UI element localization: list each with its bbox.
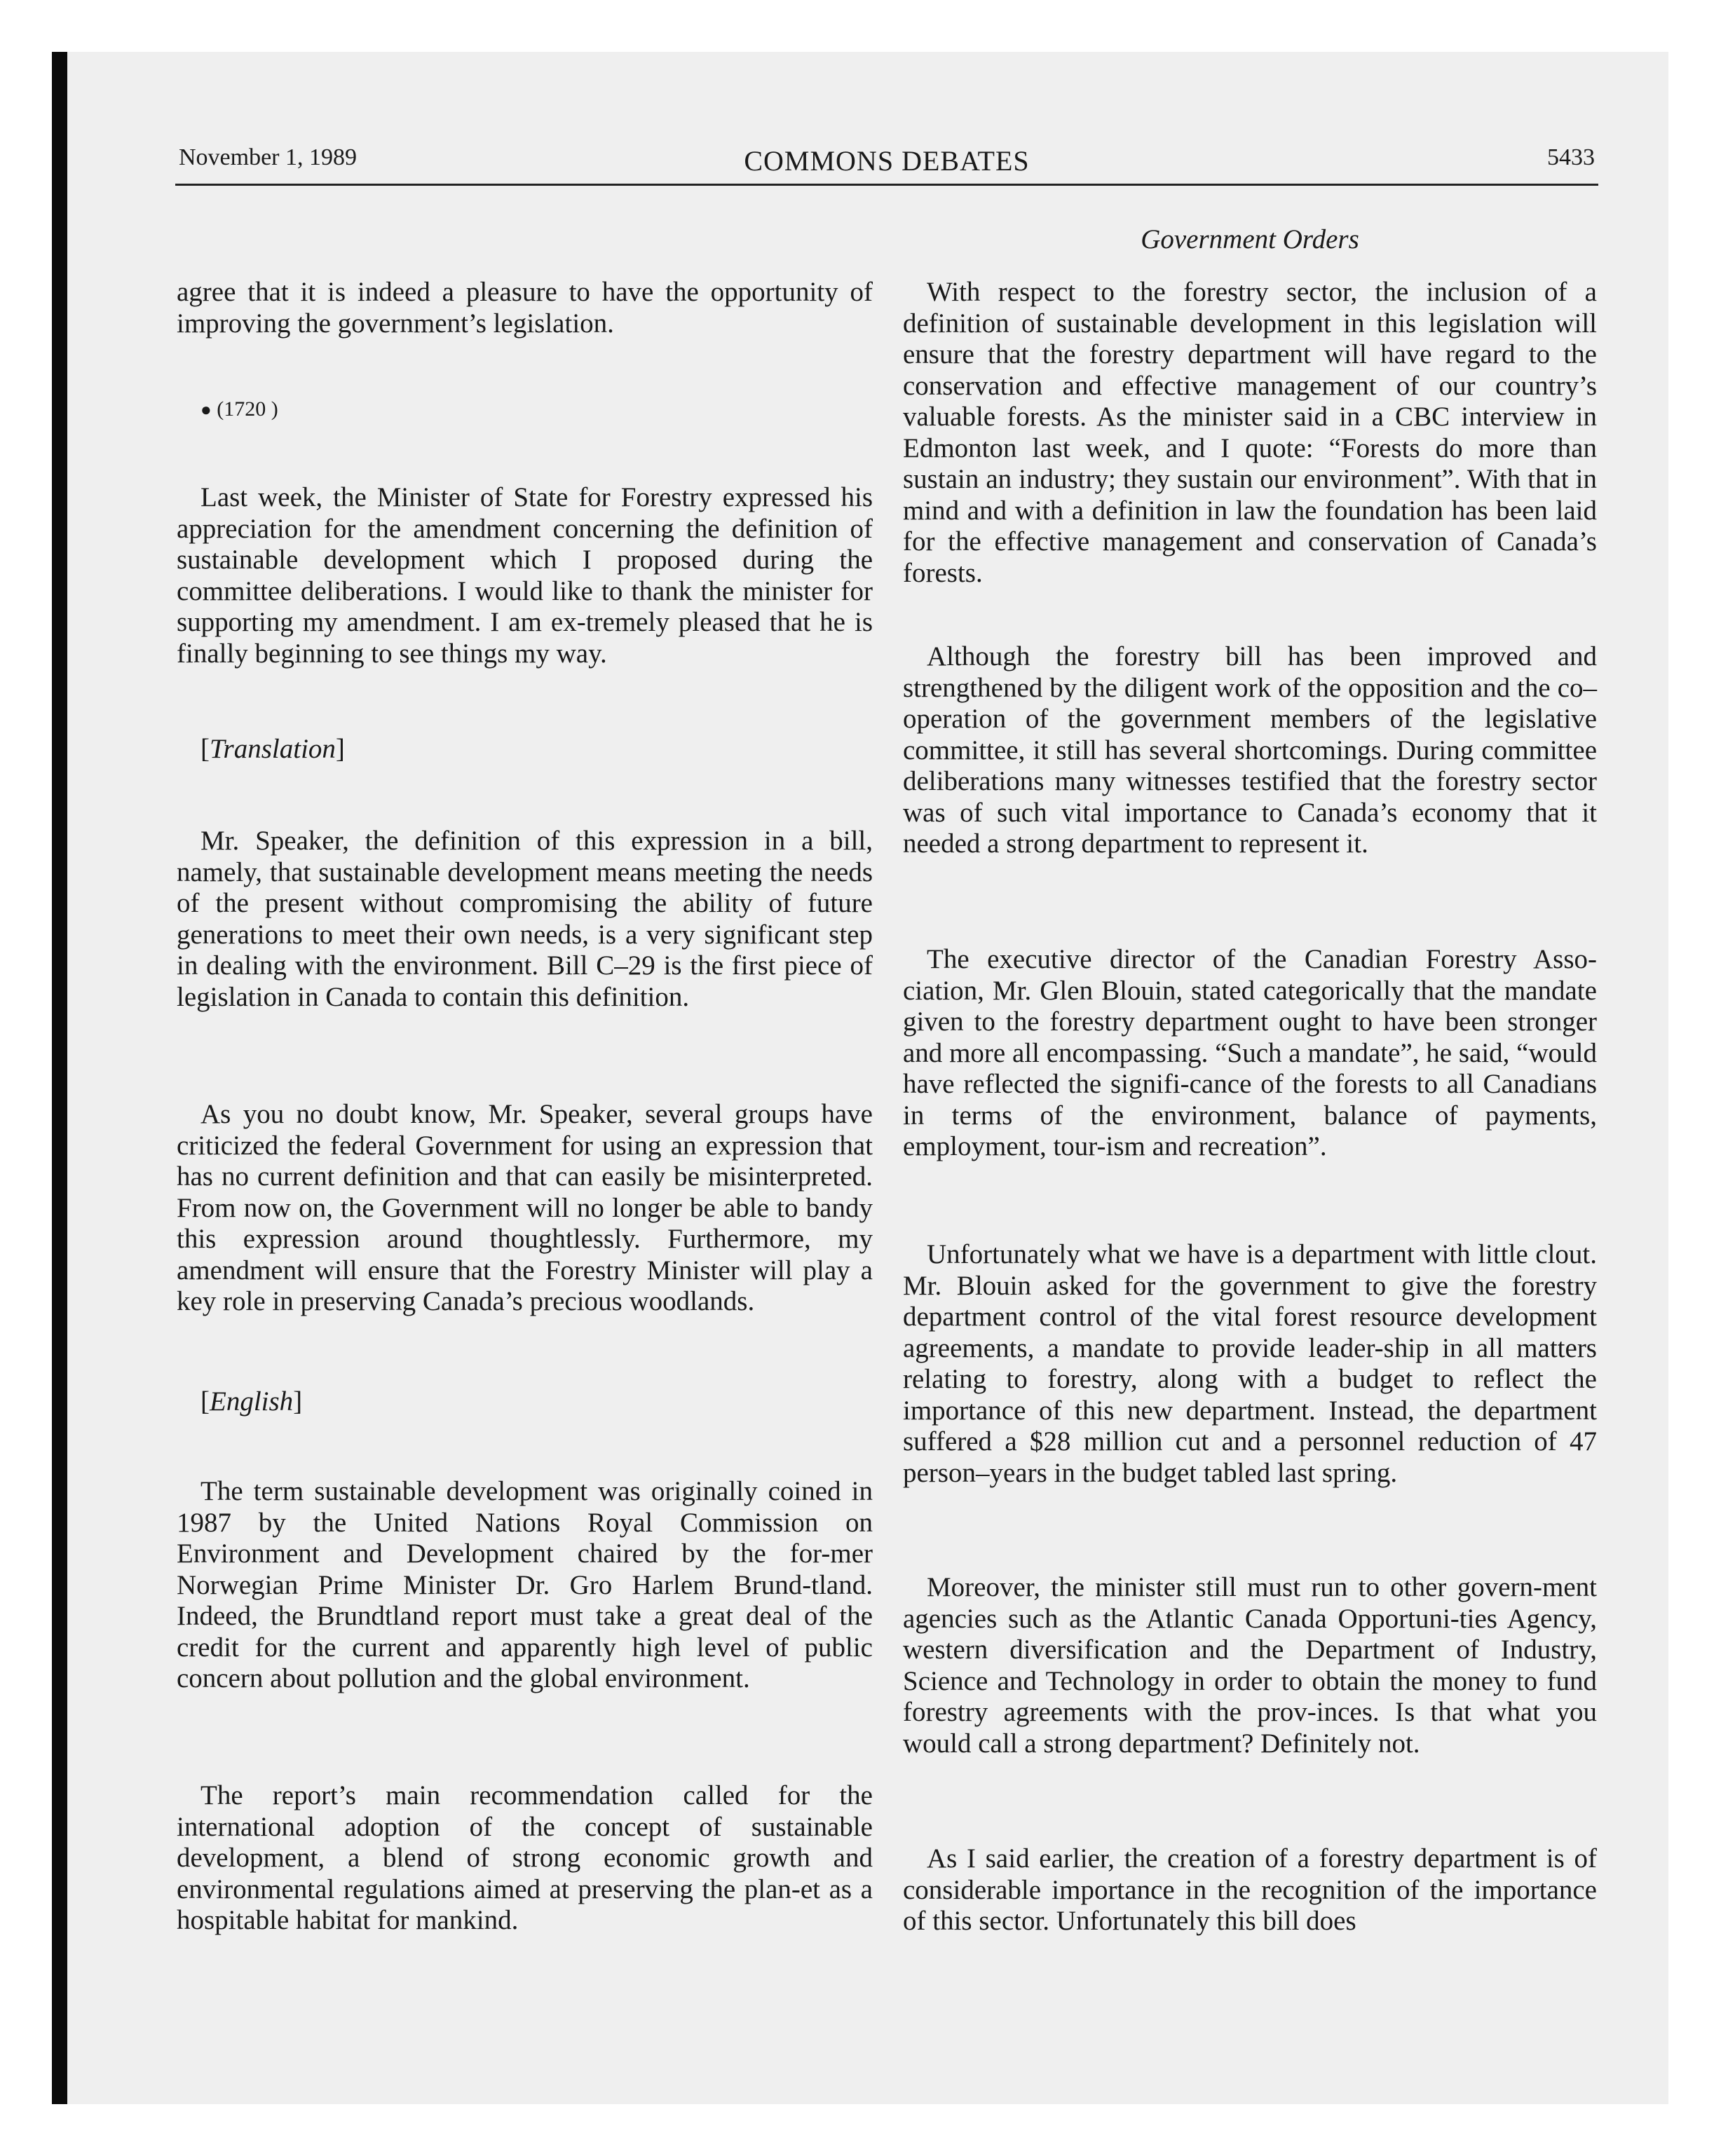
header-page-number: 5433: [1547, 144, 1595, 170]
timestamp: [177, 394, 873, 426]
paragraph: As you no doubt know, Mr. Speaker, several groups have criticized the federal Government for using an expression that has no current definition and that can easily be misinterpreted. From now on, the Government will no longer be able to bandy this expression around thoughtlessly. Furthermore, my amendment will ensure that the Forestry Minister will play a key role in preserving Canada’s precious woodlands.: [177, 1099, 873, 1316]
paragraph: The executive director of the Canadian Forestry Asso-ciation, Mr. Glen Blouin, stated categorically that the mandate given to the forestry department ought to have been stronger and more all encompassing. “Such a mandate”, he said, “would have reflected the signifi-cance of the forests to all Canadians in terms of the environment, balance of payments, employment, tour-ism and recreation”.: [903, 944, 1597, 1161]
paragraph: Mr. Speaker, the definition of this expression in a bill, namely, that sustainable development means meeting the needs of the present without compromising the ability of future generations to meet their own needs, is a very significant step in dealing with the environment. Bill C–29 is the first piece of legislation in Canada to contain this definition.: [177, 826, 873, 1012]
paragraph: Unfortunately what we have is a department with little clout. Mr. Blouin asked for the government to give the forestry department control of the vital forest resource development agreements, a mandate to provide leader-ship in all matters relating to forestry, along with a budget to reflect the importance of this new department. Instead, the department suffered a $28 million cut and a personnel reduction of 47 person–years in the budget tabled last spring.: [903, 1239, 1597, 1488]
bullet-icon: ●: [200, 400, 212, 420]
timestamp-label: (1720 ): [217, 397, 278, 421]
paragraph: The report’s main recommendation called for the international adoption of the concept of sustainable development, a blend of strong economic growth and environmental regulations aimed at preserving the plan-et as a hospitable habitat for mankind.: [177, 1780, 873, 1935]
section-heading: Government Orders: [1141, 224, 1359, 254]
language-tag-label: English: [210, 1386, 294, 1417]
paragraph: agree that it is indeed a pleasure to have the opportunity of improving the government’s legislation.: [177, 277, 873, 339]
language-tag-label: Translation: [210, 734, 336, 764]
header-date: November 1, 1989: [179, 144, 358, 170]
page-header: [179, 140, 1595, 182]
language-tag-translation: [Translation]: [200, 734, 345, 764]
paragraph: As I said earlier, the creation of a forestry department is of considerable importance in the recognition of the importance of this sector. Unfortunately this bill does: [903, 1843, 1597, 1936]
scan-edge: [52, 52, 67, 2104]
header-title: COMMONS DEBATES: [744, 145, 1030, 177]
paragraph: Last week, the Minister of State for Forestry expressed his appreciation for the amendment concerning the definition of sustainable development which I proposed during the committee deliberations. I would like to thank the minister for supporting my amendment. I am ex-tremely pleased that he is finally beginning to see things my way.: [177, 482, 873, 669]
paragraph: Moreover, the minister still must run to other govern-ment agencies such as the Atlantic Canada Opportuni-ties Agency, western diversification and the Department of Industry, Science and Technology in order to obtain the money to fund forestry agreements with the prov-inces. Is that what you would call a strong department? Definitely not.: [903, 1572, 1597, 1759]
paragraph: With respect to the forestry sector, the inclusion of a definition of sustainable development in this legislation will ensure that the forestry department will have regard to the conservation and effective management of our country’s valuable forests. As the minister said in a CBC interview in Edmonton last week, and I quote: “Forests do more than sustain an industry; they sustain our environment”. With that in mind and with a definition in law the foundation has been laid for the effective management and conservation of Canada’s forests.: [903, 277, 1597, 588]
paragraph: The term sustainable development was originally coined in 1987 by the United Nations Royal Commission on Environment and Development chaired by the for-mer Norwegian Prime Minister Dr. Gro Harlem Brund-tland. Indeed, the Brundtland report must take a great deal of the credit for the current and apparently high level of public concern about pollution and the global environment.: [177, 1476, 873, 1693]
language-tag-english: [English]: [200, 1386, 303, 1417]
header-rule: [175, 184, 1598, 186]
paragraph: Although the forestry bill has been improved and strengthened by the diligent work of the opposition and the co–operation of the government members of the legislative committee, it still has several shortcomings. During committee deliberations many witnesses testified that the forestry sector was of such vital importance to Canada’s economy that it needed a strong department to represent it.: [903, 641, 1597, 859]
